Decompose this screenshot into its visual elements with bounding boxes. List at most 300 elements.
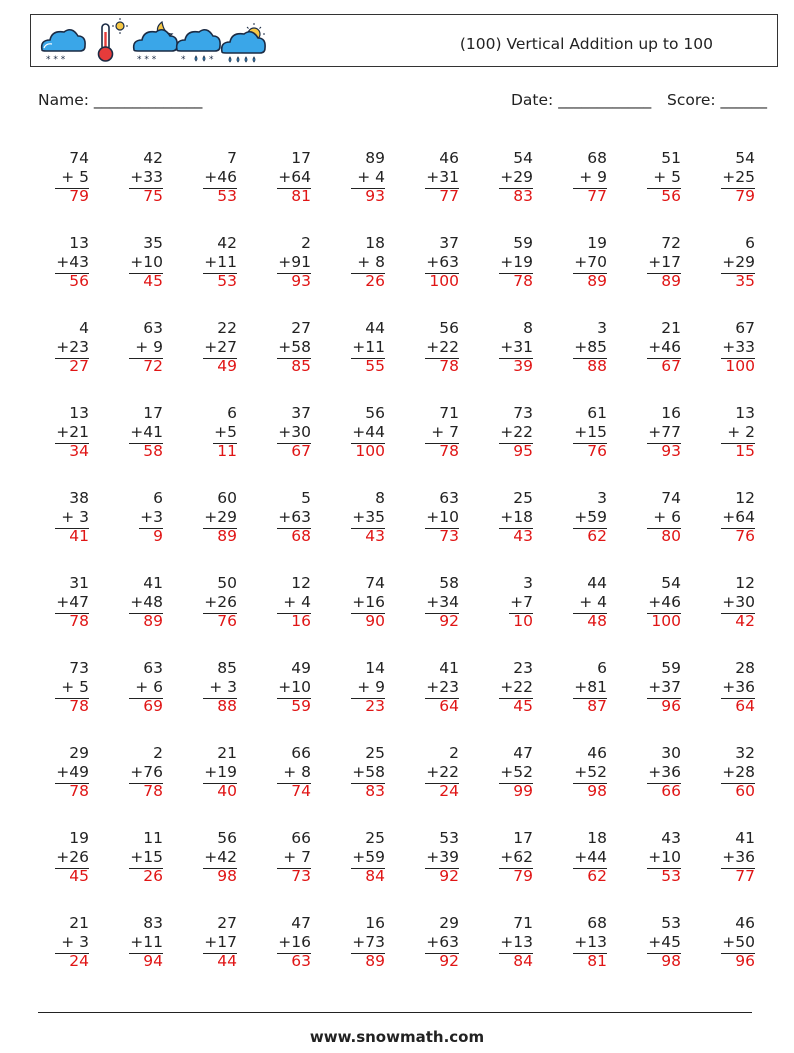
addition-problem bbox=[111, 829, 163, 889]
first-addend: 21 bbox=[661, 319, 681, 337]
second-addend: +17 bbox=[204, 933, 237, 951]
footer-divider bbox=[38, 1012, 752, 1013]
first-addend: 35 bbox=[143, 234, 163, 252]
second-addend: +23 bbox=[426, 678, 459, 696]
addition-problem bbox=[481, 744, 533, 804]
answer: 78 bbox=[69, 612, 89, 630]
answer: 96 bbox=[735, 952, 755, 970]
addition-problem bbox=[259, 234, 311, 294]
second-addend: + 4 bbox=[283, 593, 311, 611]
addition-problem bbox=[111, 574, 163, 634]
addition-problem bbox=[703, 404, 755, 464]
answer: 84 bbox=[365, 867, 385, 885]
second-addend: +5 bbox=[214, 423, 237, 441]
date-field-label: Date: ____________ bbox=[511, 91, 652, 109]
second-addend: +63 bbox=[426, 933, 459, 951]
first-addend: 6 bbox=[597, 659, 607, 677]
second-addend: +37 bbox=[648, 678, 681, 696]
answer: 62 bbox=[587, 867, 607, 885]
addition-problem bbox=[37, 574, 89, 634]
addition-problem bbox=[481, 914, 533, 974]
first-addend: 12 bbox=[291, 574, 311, 592]
answer: 92 bbox=[439, 867, 459, 885]
second-addend: +73 bbox=[352, 933, 385, 951]
second-addend: +18 bbox=[500, 508, 533, 526]
second-addend: + 5 bbox=[61, 168, 89, 186]
addition-problem bbox=[111, 659, 163, 719]
addition-problem bbox=[259, 404, 311, 464]
answer: 93 bbox=[291, 272, 311, 290]
addition-problem bbox=[629, 574, 681, 634]
second-addend: +10 bbox=[278, 678, 311, 696]
second-addend: +47 bbox=[56, 593, 89, 611]
answer: 43 bbox=[513, 527, 533, 545]
addition-problem bbox=[37, 404, 89, 464]
answer: 59 bbox=[291, 697, 311, 715]
first-addend: 37 bbox=[439, 234, 459, 252]
first-addend: 3 bbox=[597, 489, 607, 507]
answer: 75 bbox=[143, 187, 163, 205]
answer: 79 bbox=[513, 867, 533, 885]
first-addend: 46 bbox=[439, 149, 459, 167]
answer: 100 bbox=[355, 442, 385, 460]
answer: 73 bbox=[291, 867, 311, 885]
first-addend: 49 bbox=[291, 659, 311, 677]
first-addend: 29 bbox=[69, 744, 89, 762]
second-addend: +63 bbox=[426, 253, 459, 271]
addition-problem bbox=[407, 574, 459, 634]
first-addend: 56 bbox=[365, 404, 385, 422]
answer: 100 bbox=[725, 357, 755, 375]
second-addend: + 5 bbox=[61, 678, 89, 696]
second-addend: +13 bbox=[500, 933, 533, 951]
addition-problem bbox=[555, 914, 607, 974]
first-addend: 23 bbox=[513, 659, 533, 677]
addition-problem bbox=[703, 319, 755, 379]
second-addend: +91 bbox=[278, 253, 311, 271]
addition-problem bbox=[259, 914, 311, 974]
answer: 53 bbox=[661, 867, 681, 885]
answer: 48 bbox=[587, 612, 607, 630]
addition-problem bbox=[333, 319, 385, 379]
first-addend: 51 bbox=[661, 149, 681, 167]
addition-problem bbox=[111, 234, 163, 294]
second-addend: + 4 bbox=[357, 168, 385, 186]
addition-problem bbox=[555, 319, 607, 379]
second-addend: +64 bbox=[722, 508, 755, 526]
svg-text:* * *: * * * bbox=[46, 55, 66, 65]
second-addend: +50 bbox=[722, 933, 755, 951]
first-addend: 13 bbox=[735, 404, 755, 422]
first-addend: 6 bbox=[227, 404, 237, 422]
addition-problem bbox=[555, 574, 607, 634]
addition-problem bbox=[555, 404, 607, 464]
second-addend: +26 bbox=[56, 848, 89, 866]
answer: 27 bbox=[69, 357, 89, 375]
addition-problem bbox=[259, 319, 311, 379]
second-addend: + 5 bbox=[653, 168, 681, 186]
addition-problem bbox=[407, 744, 459, 804]
addition-problem bbox=[185, 489, 237, 549]
first-addend: 46 bbox=[735, 914, 755, 932]
answer: 24 bbox=[69, 952, 89, 970]
answer: 35 bbox=[735, 272, 755, 290]
first-addend: 21 bbox=[217, 744, 237, 762]
addition-problem bbox=[333, 149, 385, 209]
first-addend: 63 bbox=[439, 489, 459, 507]
answer: 56 bbox=[69, 272, 89, 290]
second-addend: +15 bbox=[130, 848, 163, 866]
second-addend: +34 bbox=[426, 593, 459, 611]
score-field-label: Score: ______ bbox=[667, 91, 768, 109]
answer: 45 bbox=[143, 272, 163, 290]
answer: 88 bbox=[217, 697, 237, 715]
addition-problem bbox=[407, 404, 459, 464]
addition-problem bbox=[259, 659, 311, 719]
first-addend: 3 bbox=[597, 319, 607, 337]
answer: 93 bbox=[661, 442, 681, 460]
answer: 72 bbox=[143, 357, 163, 375]
addition-problem bbox=[629, 829, 681, 889]
addition-problem bbox=[555, 149, 607, 209]
answer: 73 bbox=[439, 527, 459, 545]
second-addend: + 9 bbox=[135, 338, 163, 356]
first-addend: 27 bbox=[217, 914, 237, 932]
answer: 24 bbox=[439, 782, 459, 800]
answer: 81 bbox=[587, 952, 607, 970]
addition-problem bbox=[703, 744, 755, 804]
answer: 16 bbox=[291, 612, 311, 630]
second-addend: +29 bbox=[500, 168, 533, 186]
second-addend: +23 bbox=[56, 338, 89, 356]
first-addend: 18 bbox=[587, 829, 607, 847]
second-addend: +16 bbox=[352, 593, 385, 611]
second-addend: + 2 bbox=[727, 423, 755, 441]
addition-problem bbox=[37, 489, 89, 549]
addition-problem bbox=[185, 234, 237, 294]
first-addend: 42 bbox=[217, 234, 237, 252]
second-addend: +48 bbox=[130, 593, 163, 611]
first-addend: 30 bbox=[661, 744, 681, 762]
addition-problem bbox=[185, 319, 237, 379]
second-addend: +7 bbox=[510, 593, 533, 611]
second-addend: + 3 bbox=[61, 508, 89, 526]
answer: 69 bbox=[143, 697, 163, 715]
first-addend: 41 bbox=[735, 829, 755, 847]
second-addend: +59 bbox=[574, 508, 607, 526]
first-addend: 41 bbox=[143, 574, 163, 592]
first-addend: 13 bbox=[69, 404, 89, 422]
first-addend: 46 bbox=[587, 744, 607, 762]
answer: 100 bbox=[429, 272, 459, 290]
answer: 78 bbox=[69, 697, 89, 715]
addition-problem bbox=[481, 659, 533, 719]
first-addend: 89 bbox=[365, 149, 385, 167]
second-addend: +52 bbox=[500, 763, 533, 781]
answer: 98 bbox=[661, 952, 681, 970]
first-addend: 42 bbox=[143, 149, 163, 167]
first-addend: 66 bbox=[291, 744, 311, 762]
addition-problem bbox=[259, 829, 311, 889]
addition-problem bbox=[629, 659, 681, 719]
addition-problem bbox=[629, 149, 681, 209]
answer: 78 bbox=[69, 782, 89, 800]
answer: 66 bbox=[661, 782, 681, 800]
addition-problem bbox=[185, 744, 237, 804]
addition-problem bbox=[37, 149, 89, 209]
second-addend: +26 bbox=[204, 593, 237, 611]
answer: 81 bbox=[291, 187, 311, 205]
addition-problem bbox=[703, 149, 755, 209]
addition-problem bbox=[481, 574, 533, 634]
answer: 40 bbox=[217, 782, 237, 800]
second-addend: +63 bbox=[278, 508, 311, 526]
addition-problem bbox=[555, 234, 607, 294]
answer: 89 bbox=[661, 272, 681, 290]
addition-problem bbox=[407, 234, 459, 294]
answer: 60 bbox=[735, 782, 755, 800]
second-addend: +46 bbox=[204, 168, 237, 186]
addition-problem bbox=[37, 914, 89, 974]
svg-text:*: * bbox=[209, 55, 214, 65]
first-addend: 25 bbox=[513, 489, 533, 507]
first-addend: 74 bbox=[365, 574, 385, 592]
second-addend: +44 bbox=[574, 848, 607, 866]
second-addend: +45 bbox=[648, 933, 681, 951]
answer: 90 bbox=[365, 612, 385, 630]
second-addend: +22 bbox=[500, 423, 533, 441]
first-addend: 50 bbox=[217, 574, 237, 592]
answer: 45 bbox=[69, 867, 89, 885]
second-addend: +59 bbox=[352, 848, 385, 866]
first-addend: 17 bbox=[143, 404, 163, 422]
second-addend: +11 bbox=[130, 933, 163, 951]
first-addend: 66 bbox=[291, 829, 311, 847]
second-addend: +70 bbox=[574, 253, 607, 271]
first-addend: 18 bbox=[365, 234, 385, 252]
first-addend: 38 bbox=[69, 489, 89, 507]
addition-problem bbox=[333, 574, 385, 634]
answer: 78 bbox=[143, 782, 163, 800]
answer: 53 bbox=[217, 272, 237, 290]
second-addend: +10 bbox=[648, 848, 681, 866]
second-addend: + 4 bbox=[579, 593, 607, 611]
answer: 42 bbox=[735, 612, 755, 630]
addition-problem bbox=[333, 829, 385, 889]
first-addend: 68 bbox=[587, 149, 607, 167]
answer: 23 bbox=[365, 697, 385, 715]
second-addend: +22 bbox=[426, 763, 459, 781]
answer: 56 bbox=[661, 187, 681, 205]
answer: 26 bbox=[365, 272, 385, 290]
second-addend: +39 bbox=[426, 848, 459, 866]
second-addend: +35 bbox=[352, 508, 385, 526]
second-addend: +33 bbox=[130, 168, 163, 186]
second-addend: +13 bbox=[574, 933, 607, 951]
addition-problem bbox=[185, 659, 237, 719]
first-addend: 27 bbox=[291, 319, 311, 337]
answer: 74 bbox=[291, 782, 311, 800]
name-field-label: Name: ______________ bbox=[38, 91, 203, 109]
addition-problem bbox=[629, 404, 681, 464]
first-addend: 61 bbox=[587, 404, 607, 422]
second-addend: +44 bbox=[352, 423, 385, 441]
second-addend: + 9 bbox=[357, 678, 385, 696]
answer: 84 bbox=[513, 952, 533, 970]
addition-problem bbox=[185, 574, 237, 634]
first-addend: 22 bbox=[217, 319, 237, 337]
first-addend: 2 bbox=[449, 744, 459, 762]
first-addend: 25 bbox=[365, 829, 385, 847]
first-addend: 4 bbox=[79, 319, 89, 337]
answer: 43 bbox=[365, 527, 385, 545]
second-addend: +85 bbox=[574, 338, 607, 356]
addition-problem bbox=[333, 914, 385, 974]
second-addend: + 6 bbox=[653, 508, 681, 526]
addition-problem bbox=[259, 149, 311, 209]
first-addend: 54 bbox=[513, 149, 533, 167]
answer: 64 bbox=[735, 697, 755, 715]
addition-problem bbox=[481, 404, 533, 464]
addition-problem bbox=[481, 234, 533, 294]
addition-problem bbox=[111, 149, 163, 209]
second-addend: +11 bbox=[204, 253, 237, 271]
addition-problem bbox=[703, 489, 755, 549]
answer: 100 bbox=[651, 612, 681, 630]
first-addend: 47 bbox=[291, 914, 311, 932]
first-addend: 19 bbox=[587, 234, 607, 252]
addition-problem bbox=[407, 659, 459, 719]
answer: 98 bbox=[217, 867, 237, 885]
answer: 79 bbox=[735, 187, 755, 205]
answer: 76 bbox=[587, 442, 607, 460]
answer: 10 bbox=[513, 612, 533, 630]
answer: 78 bbox=[513, 272, 533, 290]
first-addend: 16 bbox=[365, 914, 385, 932]
answer: 26 bbox=[143, 867, 163, 885]
addition-problem bbox=[407, 319, 459, 379]
second-addend: +29 bbox=[204, 508, 237, 526]
addition-problem bbox=[259, 489, 311, 549]
answer: 77 bbox=[587, 187, 607, 205]
second-addend: +41 bbox=[130, 423, 163, 441]
answer: 95 bbox=[513, 442, 533, 460]
first-addend: 71 bbox=[513, 914, 533, 932]
addition-problem bbox=[185, 149, 237, 209]
first-addend: 7 bbox=[227, 149, 237, 167]
second-addend: + 3 bbox=[209, 678, 237, 696]
addition-problem bbox=[481, 149, 533, 209]
addition-problem bbox=[407, 489, 459, 549]
addition-problem bbox=[111, 914, 163, 974]
answer: 45 bbox=[513, 697, 533, 715]
second-addend: +3 bbox=[140, 508, 163, 526]
addition-problem bbox=[111, 489, 163, 549]
addition-problem bbox=[481, 319, 533, 379]
addition-problem bbox=[703, 659, 755, 719]
first-addend: 37 bbox=[291, 404, 311, 422]
second-addend: + 6 bbox=[135, 678, 163, 696]
first-addend: 47 bbox=[513, 744, 533, 762]
first-addend: 6 bbox=[745, 234, 755, 252]
answer: 89 bbox=[365, 952, 385, 970]
answer: 99 bbox=[513, 782, 533, 800]
second-addend: +49 bbox=[56, 763, 89, 781]
answer: 53 bbox=[217, 187, 237, 205]
second-addend: +46 bbox=[648, 593, 681, 611]
second-addend: +22 bbox=[500, 678, 533, 696]
first-addend: 43 bbox=[661, 829, 681, 847]
answer: 49 bbox=[217, 357, 237, 375]
first-addend: 12 bbox=[735, 574, 755, 592]
addition-problem bbox=[37, 319, 89, 379]
first-addend: 13 bbox=[69, 234, 89, 252]
answer: 9 bbox=[153, 527, 163, 545]
answer: 44 bbox=[217, 952, 237, 970]
addition-problem bbox=[111, 319, 163, 379]
addition-problem bbox=[555, 659, 607, 719]
first-addend: 41 bbox=[439, 659, 459, 677]
second-addend: +76 bbox=[130, 763, 163, 781]
addition-problem bbox=[259, 744, 311, 804]
second-addend: +25 bbox=[722, 168, 755, 186]
first-addend: 72 bbox=[661, 234, 681, 252]
second-addend: +77 bbox=[648, 423, 681, 441]
first-addend: 85 bbox=[217, 659, 237, 677]
second-addend: +19 bbox=[500, 253, 533, 271]
addition-problem bbox=[37, 659, 89, 719]
second-addend: +15 bbox=[574, 423, 607, 441]
second-addend: +52 bbox=[574, 763, 607, 781]
addition-problem bbox=[185, 829, 237, 889]
first-addend: 17 bbox=[291, 149, 311, 167]
second-addend: +21 bbox=[56, 423, 89, 441]
answer: 77 bbox=[439, 187, 459, 205]
first-addend: 56 bbox=[217, 829, 237, 847]
worksheet-title: (100) Vertical Addition up to 100 bbox=[459, 35, 713, 53]
second-addend: +27 bbox=[204, 338, 237, 356]
second-addend: +58 bbox=[278, 338, 311, 356]
first-addend: 3 bbox=[523, 574, 533, 592]
second-addend: +64 bbox=[278, 168, 311, 186]
second-addend: +31 bbox=[500, 338, 533, 356]
addition-problem bbox=[37, 829, 89, 889]
addition-problem bbox=[333, 234, 385, 294]
answer: 77 bbox=[735, 867, 755, 885]
answer: 55 bbox=[365, 357, 385, 375]
addition-problem bbox=[333, 404, 385, 464]
second-addend: +36 bbox=[722, 848, 755, 866]
addition-problem bbox=[185, 914, 237, 974]
answer: 11 bbox=[217, 442, 237, 460]
addition-problem bbox=[333, 489, 385, 549]
addition-problem bbox=[407, 829, 459, 889]
second-addend: +29 bbox=[722, 253, 755, 271]
addition-problem bbox=[111, 404, 163, 464]
answer: 78 bbox=[439, 442, 459, 460]
second-addend: +30 bbox=[278, 423, 311, 441]
answer: 92 bbox=[439, 952, 459, 970]
svg-text:* * *: * * * bbox=[137, 55, 157, 65]
first-addend: 59 bbox=[661, 659, 681, 677]
first-addend: 14 bbox=[365, 659, 385, 677]
addition-problem bbox=[259, 574, 311, 634]
second-addend: + 7 bbox=[431, 423, 459, 441]
second-addend: + 8 bbox=[357, 253, 385, 271]
answer: 63 bbox=[291, 952, 311, 970]
first-addend: 74 bbox=[661, 489, 681, 507]
second-addend: +43 bbox=[56, 253, 89, 271]
